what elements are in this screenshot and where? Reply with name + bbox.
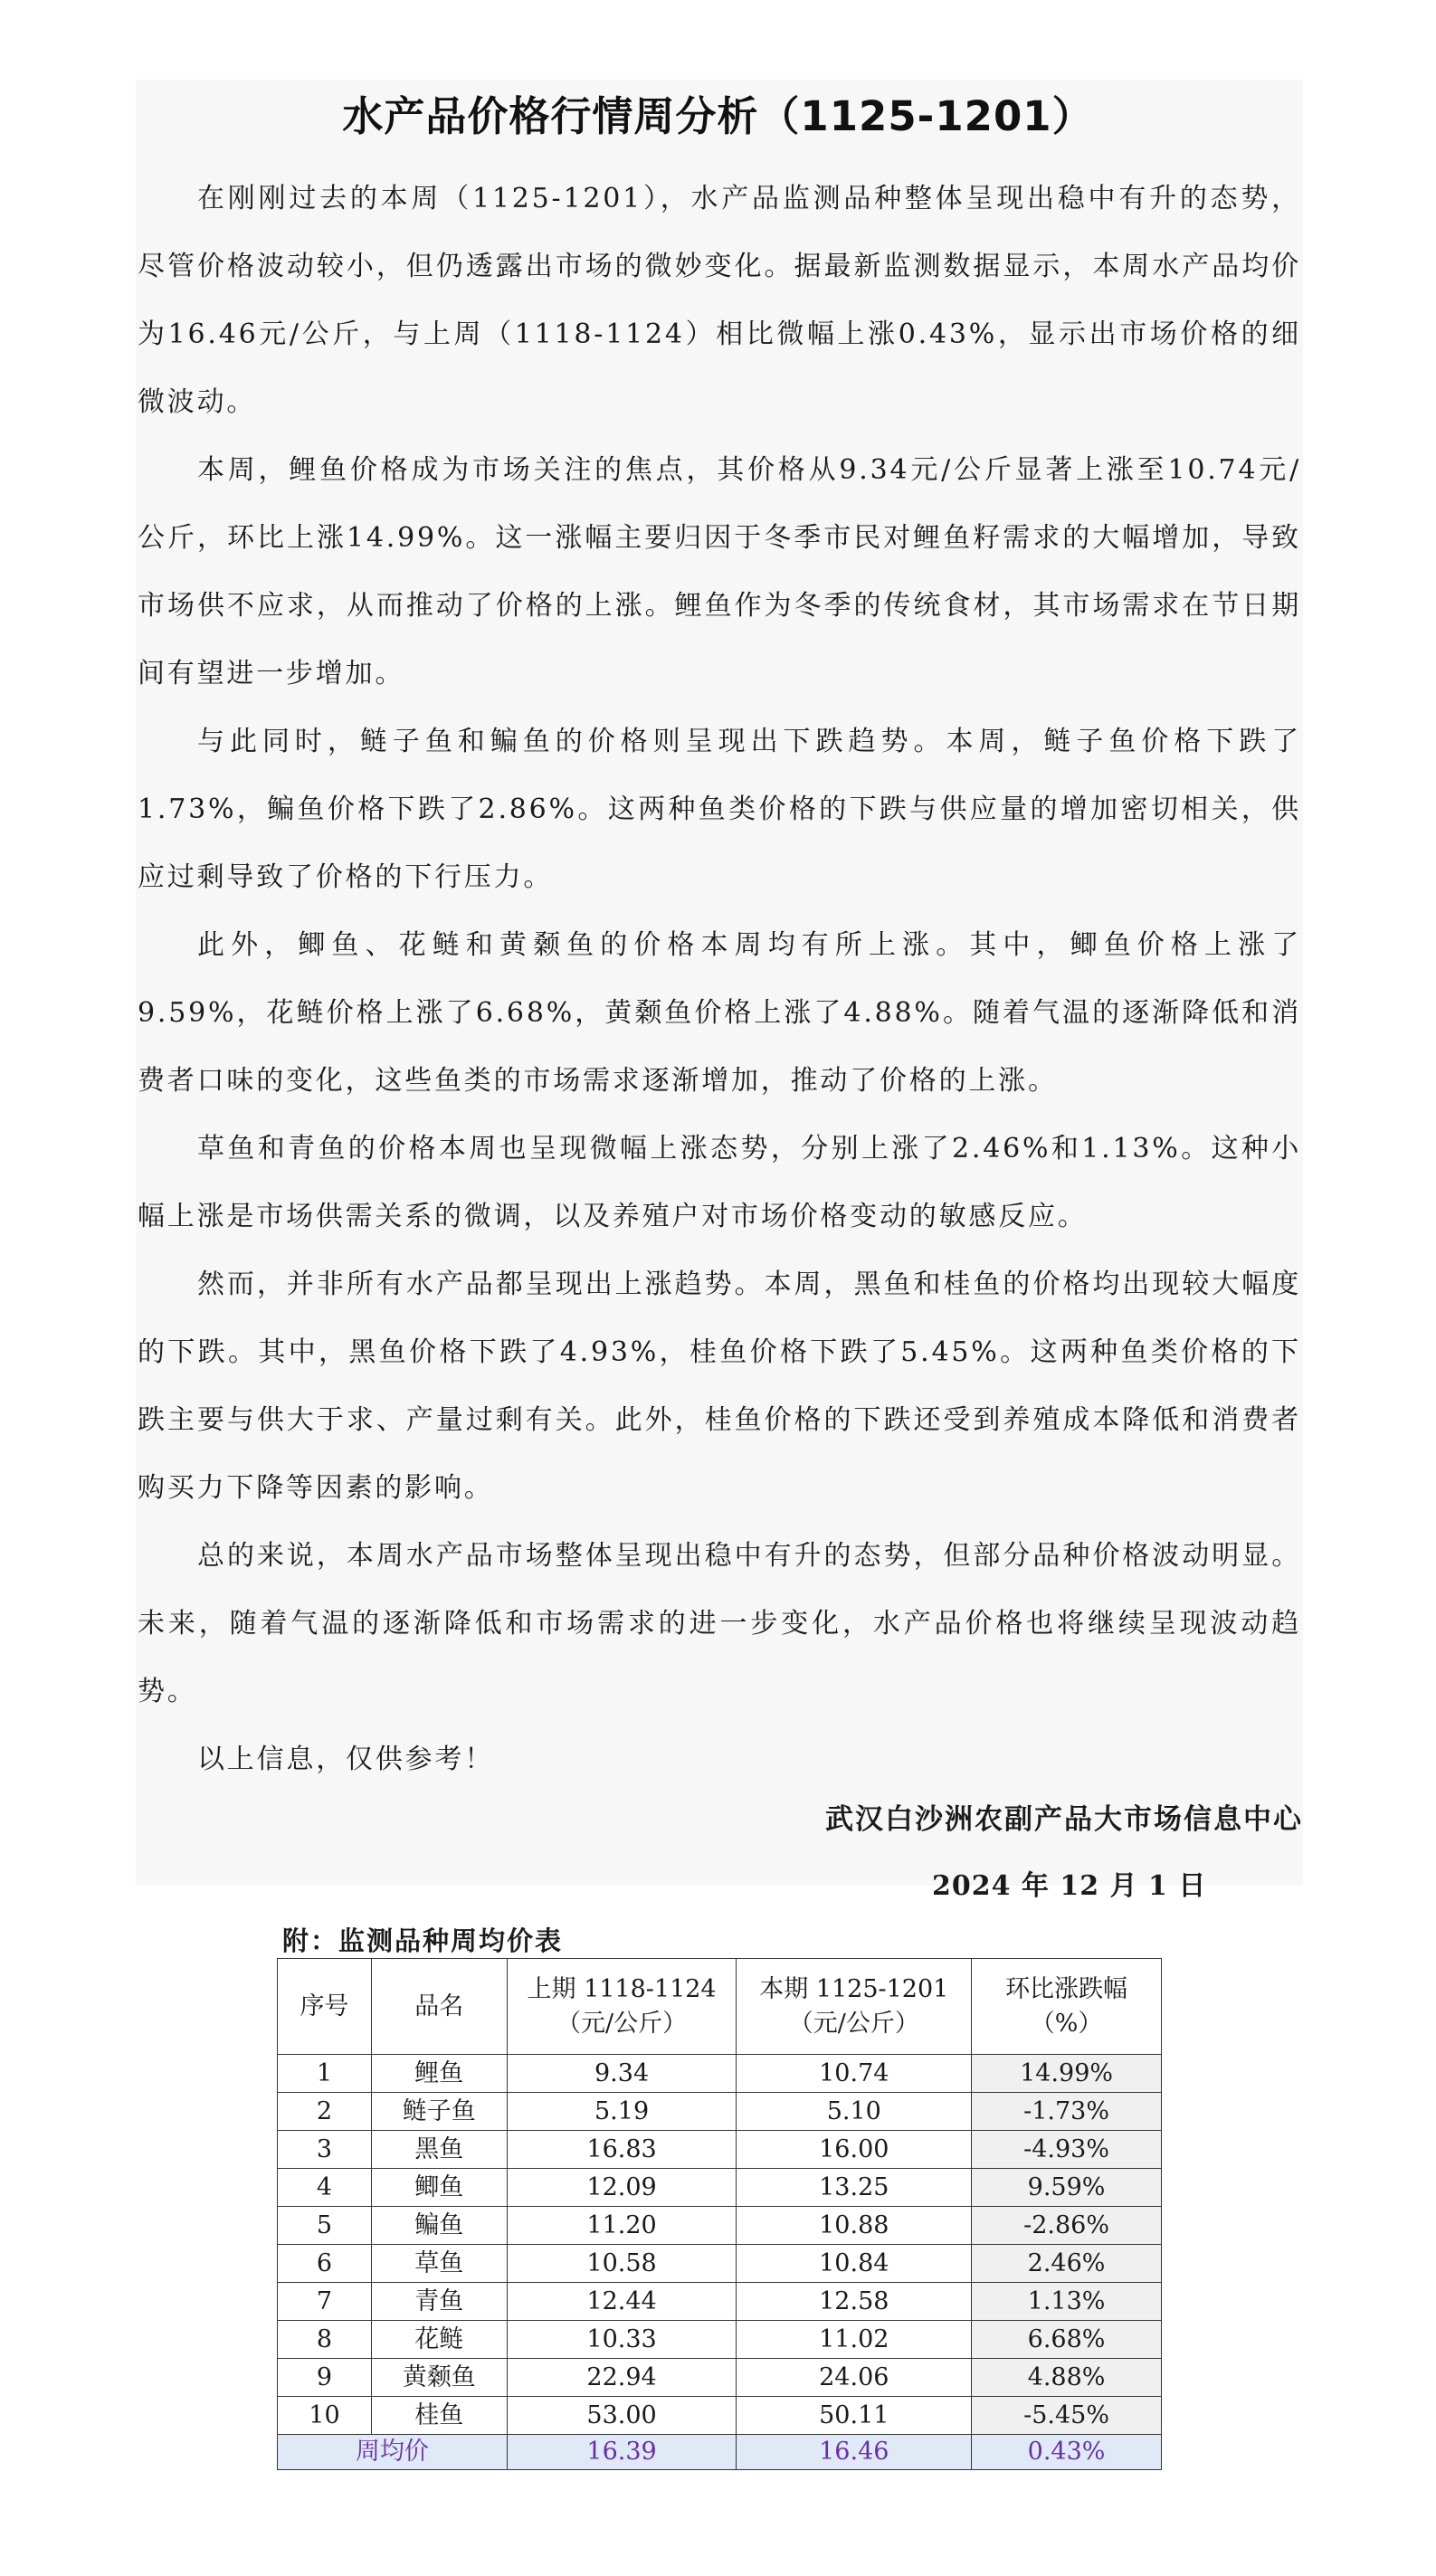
cell-prev: 10.58: [507, 2245, 737, 2283]
paragraph: 与此同时，鲢子鱼和鳊鱼的价格则呈现出下跌趋势。本周，鲢子鱼价格下跌了1.73%，鳊鱼价格下跌了2.86%。这两种鱼类价格的下跌与供应量的增加密切相关，供应过剩导致了价格的下行压力。: [138, 726, 1301, 893]
paragraph: 在刚刚过去的本周（1125-1201），水产品监测品种整体呈现出稳中有升的态势，尽管价格波动较小，但仍透露出市场的微妙变化。据最新监测数据显示，本周水产品均价为16.46元/公斤，与上周（1118-1124）相比微幅上涨0.43%，显示出市场价格的细微波动。: [138, 183, 1301, 418]
table-row: [278, 2131, 1162, 2169]
cell-no: 1: [278, 2055, 372, 2093]
cell-cur: 16.00: [737, 2131, 972, 2169]
signature-org: 武汉白沙洲农副产品大市场信息中心: [825, 1803, 1303, 1836]
cell-chg: -4.93%: [972, 2131, 1162, 2169]
cell-no: 6: [278, 2245, 372, 2283]
cell-name: 鲤鱼: [371, 2055, 507, 2093]
header-prev-unit: （元/公斤）: [556, 2009, 688, 2038]
cell-chg: 4.88%: [972, 2359, 1162, 2397]
cell-name: 鳊鱼: [371, 2207, 507, 2245]
table-row: [278, 2055, 1162, 2093]
table-header-row: [278, 1959, 1162, 2055]
cell-chg: 1.13%: [972, 2283, 1162, 2321]
cell-chg: -1.73%: [972, 2093, 1162, 2131]
cell-no: 5: [278, 2207, 372, 2245]
paragraph: 本周，鲤鱼价格成为市场关注的焦点，其价格从9.34元/公斤显著上涨至10.74元/公斤，环比上涨14.99%。这一涨幅主要归因于冬季市民对鲤鱼籽需求的大幅增加，导致市场供不应求，从而推动了价格的上涨。鲤鱼作为冬季的传统食材，其市场需求在节日期间有望进一步增加。: [138, 454, 1301, 689]
cell-cur: 11.02: [737, 2321, 972, 2359]
cell-cur: 10.74: [737, 2055, 972, 2093]
average-chg: 0.43%: [972, 2435, 1162, 2470]
cell-name: 花鲢: [371, 2321, 507, 2359]
header-chg: [972, 1959, 1162, 2055]
cell-cur: 13.25: [737, 2169, 972, 2207]
cell-prev: 12.09: [507, 2169, 737, 2207]
table-row: [278, 2245, 1162, 2283]
cell-prev: 5.19: [507, 2093, 737, 2131]
cell-name: 黑鱼: [371, 2131, 507, 2169]
average-label: 周均价: [278, 2435, 508, 2470]
table-caption: 附：监测品种周均价表: [282, 1925, 564, 1956]
cell-cur: 5.10: [737, 2093, 972, 2131]
table-row: [278, 2321, 1162, 2359]
cell-chg: 2.46%: [972, 2245, 1162, 2283]
paragraph: 此外，鲫鱼、花鲢和黄颡鱼的价格本周均有所上涨。其中，鲫鱼价格上涨了9.59%，花鲢价格上涨了6.68%，黄颡鱼价格上涨了4.88%。随着气温的逐渐降低和消费者口味的变化，这些鱼类的市场需求逐渐增加，推动了价格的上涨。: [138, 929, 1301, 1097]
signature-date: 2024 年 12 月 1 日: [932, 1870, 1207, 1902]
cell-chg: -2.86%: [972, 2207, 1162, 2245]
table-row: [278, 2359, 1162, 2397]
header-name: 品名: [371, 1959, 507, 2055]
cell-no: 10: [278, 2397, 372, 2435]
cell-name: 黄颡鱼: [371, 2359, 507, 2397]
cell-name: 鲫鱼: [371, 2169, 507, 2207]
average-row: [278, 2435, 1162, 2470]
cell-no: 4: [278, 2169, 372, 2207]
document-title: 水产品价格行情周分析（1125-1201）: [342, 92, 1094, 140]
table-row: [278, 2169, 1162, 2207]
header-cur: [737, 1959, 972, 2055]
cell-no: 2: [278, 2093, 372, 2131]
cell-no: 7: [278, 2283, 372, 2321]
cell-chg: 9.59%: [972, 2169, 1162, 2207]
table-row: [278, 2207, 1162, 2245]
header-cur-unit: （元/公斤）: [788, 2009, 919, 2038]
cell-chg: -5.45%: [972, 2397, 1162, 2435]
cell-prev: 9.34: [507, 2055, 737, 2093]
cell-cur: 24.06: [737, 2359, 972, 2397]
paragraph: 草鱼和青鱼的价格本周也呈现微幅上涨态势，分别上涨了2.46%和1.13%。这种小幅上涨是市场供需关系的微调，以及养殖户对市场价格变动的敏感反应。: [138, 1133, 1301, 1232]
cell-prev: 16.83: [507, 2131, 737, 2169]
header-cur-period: 本期 1125-1201: [759, 1974, 949, 2003]
header-chg-unit: （%）: [1030, 2009, 1103, 2038]
paragraph: 总的来说，本周水产品市场整体呈现出稳中有升的态势，但部分品种价格波动明显。未来，随着气温的逐渐降低和市场需求的进一步变化，水产品价格也将继续呈现波动趋势。: [138, 1540, 1301, 1707]
cell-cur: 50.11: [737, 2397, 972, 2435]
cell-no: 3: [278, 2131, 372, 2169]
paragraph: 然而，并非所有水产品都呈现出上涨趋势。本周，黑鱼和桂鱼的价格均出现较大幅度的下跌。其中，黑鱼价格下跌了4.93%，桂鱼价格下跌了5.45%。这两种鱼类价格的下跌主要与供大于求、产量过剩有关。此外，桂鱼价格的下跌还受到养殖成本降低和消费者购买力下降等因素的影响。: [138, 1269, 1301, 1504]
cell-prev: 10.33: [507, 2321, 737, 2359]
cell-name: 桂鱼: [371, 2397, 507, 2435]
cell-no: 8: [278, 2321, 372, 2359]
cell-cur: 12.58: [737, 2283, 972, 2321]
header-chg-label: 环比涨跌幅: [1005, 1974, 1128, 2003]
cell-name: 青鱼: [371, 2283, 507, 2321]
average-prev: 16.39: [507, 2435, 737, 2470]
document-body: [138, 165, 1301, 1793]
cell-prev: 12.44: [507, 2283, 737, 2321]
cell-prev: 11.20: [507, 2207, 737, 2245]
cell-cur: 10.88: [737, 2207, 972, 2245]
cell-prev: 53.00: [507, 2397, 737, 2435]
table-row: [278, 2093, 1162, 2131]
paragraph: 以上信息，仅供参考！: [197, 1744, 494, 1775]
header-prev: [507, 1959, 737, 2055]
cell-cur: 10.84: [737, 2245, 972, 2283]
header-no: 序号: [278, 1959, 372, 2055]
cell-no: 9: [278, 2359, 372, 2397]
average-cur: 16.46: [737, 2435, 972, 2470]
table-row: [278, 2397, 1162, 2435]
table-row: [278, 2283, 1162, 2321]
cell-chg: 14.99%: [972, 2055, 1162, 2093]
header-prev-period: 上期 1118-1124: [527, 1974, 717, 2003]
cell-name: 鲢子鱼: [371, 2093, 507, 2131]
cell-name: 草鱼: [371, 2245, 507, 2283]
price-table: [277, 1958, 1162, 2470]
cell-chg: 6.68%: [972, 2321, 1162, 2359]
cell-prev: 22.94: [507, 2359, 737, 2397]
